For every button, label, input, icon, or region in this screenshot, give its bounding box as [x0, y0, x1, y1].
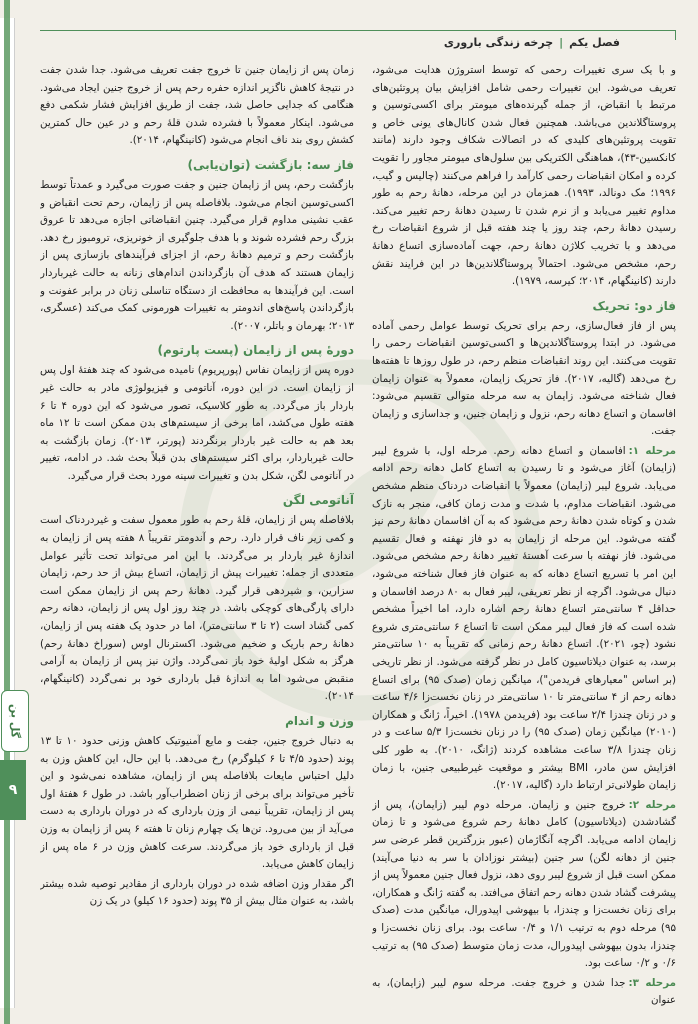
section-heading: دورهٔ پس از زایمان (پست پارتوم): [157, 343, 354, 358]
paragraph-text: خروج جنین و زایمان. مرحله دوم لیبر (زایمان)، پس از گشادشدن (دیلاتاسیون) کامل دهانهٔ رحم شروع می‌شود و تا زمان زایمان ادامه می‌یابد. اگرچه آنگاژمان (عبور بزرگترین قطر عرضی سر جنین از دهانه لگن) سر جنین (بیشتر نوزادان با سر به دنیا می‌آیند) ممکن است قبل از شروع لیبر روی دهد، نزول فعال جنین معمولاً پس از پیشرفت گشاد شدن دهانه رحم اتفاق می‌افتد. به گفته ژانگ و همکاران، برای زنان نخست‌زا و چندزا، با بیهوشی اپیدورال، میانگین مدت (صدک ۹۵) مرحله دوم به ترتیب ۱/۱ و ۰/۴ ساعت بود. برای زنان نخست‌زا و چندزا، بدون بیهوشی اپیدورال، مدت زمان متوسط (صدک ۹۵) به ترتیب ۰/۶ و ۰/۲ ساعت بود.: [372, 798, 676, 970]
header-separator: |: [559, 36, 564, 49]
publisher-logo-badge: [1, 690, 29, 752]
green-margin-bar: [4, 0, 10, 1024]
paragraph-text: و با یک سری تغییرات رحمی که توسط استروژن هدایت می‌شود، تعریف می‌شود. این تغییرات رحمی شامل افزایش بیان پروتئین‌های مرتبط با انقباض، از جمله گیرنده‌های میومتر برای اکسی‌توسین و پروستاگلاندین می‌باشد. همچنین فعال شدن کانال‌های یونی خاص و تقویت پروتئین‌های کلیدی که در اتصالات شکاف وجود دارند (مانند کانکسین-۴۳)، هماهنگی الکتریکی بین سلول‌های میومتر مجاور را تقویت کرده و امکان انقباضات رحمی کارآمد را فراهم می‌کنند (چالیس و گیب، ۱۹۹۶؛ مک دونالد، ۱۹۹۳). همزمان در این مرحله، دهانهٔ رحم به طور مداوم تغییر می‌یابد و از نرم شدن تا رسیدن دهانهٔ رحم تغییر می‌کند. رسیدن دهانهٔ رحم، چند روز یا چند هفته قبل از شروع انقباضات رخ می‌دهد و با تخریب کلاژن دهانهٔ رحم، جهت آماده‌سازی اتساع دهانهٔ رحم، مشخص می‌شود. احتمالاً پروستاگلاندین‌ها در این فرایند نقش دارند (کانینگهام، ۲۰۱۴؛ کیرسه، ۱۹۷۹).: [372, 64, 676, 288]
paragraph: [40, 876, 354, 911]
paragraph: [40, 733, 354, 874]
running-header: [444, 36, 620, 49]
left-text-column: [40, 62, 354, 1020]
logo-text: گل بن: [8, 703, 22, 739]
paragraph: [40, 177, 354, 335]
paragraph-text: بازگشت رحم، پس از زایمان جنین و جفت صورت می‌گیرد و عمدتاً توسط اکسی‌توسین انجام می‌شود. بلافاصله پس از زایمان، رحم تحت انقباض و عقب نشینی مداوم قرار می‌گیرد. چنین انقباضاتی اجازه می‌دهد تا عروق بزرگ رحم فشرده شوند و با هدف جلوگیری از خونریزی، ترومبوز رخ دهد. بازگشت رحم و ترمیم دهانهٔ رحم، از اجزای فرآیندهای بازسازی پس از زایمان هستند که هدف آن بازگرداندن اندام‌های زنانه به حالت غیرباردار است. این فرآیندها به محافظت از دستگاه تناسلی زنان در برابر عفونت و بازگرداندن پاسخ‌های اندومتر به تغییرات هورمونی کمک می‌کند (عسگری، ۲۰۱۳؛ بهرمان و باتلر، ۲۰۰۷).: [40, 178, 354, 332]
paragraph: [40, 512, 354, 706]
page-number: ۹: [0, 760, 26, 820]
paragraph-text: به دنبال خروج جنین، جفت و مایع آمنیوتیک کاهش وزنی حدود ۱۰ تا ۱۳ پوند (حدود ۴/۵ تا ۶ کیلوگرم) رخ می‌دهد. با این حال، این کاهش وزن به دلیل احتباس مایعات بلافاصله پس از زایمان، مشاهده نمی‌شود و این تأخیر می‌تواند برای برخی از زنان اضطراب‌آور باشد. در طول ۶ هفتهٔ اول پس از زایمان، تقریباً نیمی از وزن بارداری که در دوران بارداری به دست می‌آید از بین می‌رود. تن‌ها یک چهارم زنان تا هفته ۶ پس از زایمان به وزن قبل از بارداری خود باز می‌گردند. سرعت کاهش وزن در ۶ ماه پس از زایمان کاهش می‌یابد.: [40, 735, 354, 871]
stage-label: مرحله ۲:: [628, 798, 676, 811]
section-heading: وزن و اندام: [285, 714, 354, 728]
paragraph-text: دوره پس از زایمان نفاس (پورپریوم) نامیده می‌شود که چند هفتهٔ اول پس از زایمان است. در این دوره، آناتومی و فیزیولوژی مادر به حالت غیر باردار باز می‌گردد. به طور کلاسیک، تصور می‌شود که این دوره ۴ تا ۶ هفته طول می‌کشد، اما برخی از سیستم‌های بدن ممکن است تا ۱۲ ماه بعد هم به حالت غیر باردار برنگردند (پورتر، ۲۰۱۳). زمان بازگشت به حالت غیرباردار، برای اکثر سیستم‌های بدن قبلاً بحث شد. در ادامه، تغییر در آناتومی لگن، شکل بدن و تغییرات سینه مورد بحث قرار می‌گیرد.: [40, 364, 354, 482]
paragraph-text: بلافاصله پس از زایمان، قلهٔ رحم به طور معمول سفت و غیردردناک است و کمی زیر ناف قرار دارد. رحم و آندومتر تقریباً ۸ هفته پس از زایمان به اندازهٔ غیر باردار بر می‌گردند. با این امر می‌تواند تحت تأثیر عوامل متعددی از جمله: تغییرات پیش از زایمان، اتساع بیش از حد رحم، زایمان سزارین، و شیردهی قرار گیرد. دهانهٔ رحم پس از زایمان ممکن است دارای پارگی‌های کوچکی باشد. در چند روز اول پس از زایمان، دهانه رحم کمی گشاد است (۲ تا ۳ سانتی‌متر)، اما در حدود یک هفته پس از زایمان، دهانهٔ رحم باریک و ضخیم می‌شود. اکسترنال اوس (سوراخ دهانهٔ رحم) هرگز به شکل اولیهٔ خود باز نمی‌گردد. واژن نیز پس از زایمان به آرامی منقبض می‌شود اما به اندازهٔ قبل بارداری خود بر نمی‌گردد (کانینگهام، ۲۰۱۴).: [40, 514, 354, 703]
paragraph-text: افاسمان و اتساع دهانه رحم. مرحله اول، با شروع لیبر (زایمان) آغاز می‌شود و تا رسیدن به اتساع کامل دهانه رحم ادامه می‌یابد. شروع لیبر (زایمان) معمولاً با انقباضات دردناک منظم مشخص می‌شود. انقباضات مداوم، با شدت و مدت زمان کافی، منجر به نازک شدن و کوتاه شدن دهانهٔ رحم می‌شود که به آن افاسمان دهانهٔ رحم نیز گفته می‌شود. این مرحله از زایمان به دو فاز نهفته و فعال تقسیم می‌شود. فاز نهفته با سرعت آهستهٔ تغییر دهانهٔ رحم مشخص می‌شود. این امر با تسریع اتساع دهانه که به عنوان فاز فعال شناخته می‌شود، دنبال می‌شود. اگرچه از نظر تعریفی، لیبر فعال به ۸۰ درصد افاسمان و حداقل ۴ سانتی‌متر اتساع دهانهٔ رحم اشاره دارد، اما اخیراً مشخص شده است که فاز فعال لیبر ممکن است تا اتساع ۶ سانتی‌متری شروع نشود (چو، ۲۰۲۱). اتساع دهانهٔ رحم زمانی که تقریباً به ۱۰ سانتی‌متر برسد، به عنوان دیلاتاسیون کامل در نظر گرفته می‌شود. از نظر تاریخی (بر اساس "معیارهای فریدمن")، میانگین زمان (صدک ۹۵) برای اتساع دهانه رحم از ۴ سانتی‌متر تا ۱۰ سانتی‌متر در زنان نخست‌زا ۴/۶ ساعت و در زنان چندزا ۲/۴ ساعت بود (فریدمن ۱۹۷۸). اخیراً، ژانگ و همکاران (۲۰۱۰) میانگین زمان (صدک ۹۵) را در زنان نخست‌زا ۵/۳ ساعت و در زنان چندزا ۳/۸ ساعت مشاهده کردند (ژانگ، ۲۰۱۰). به طور کلی افزایش سن مادر، BMI بیشتر و موقعیت غیرطبیعی جنین، با زمان زایمان طولانی‌تر ارتباط دارد (گالیه، ۲۰۱۷).: [372, 444, 676, 792]
paragraph-text: اگر مقدار وزن اضافه شده در دوران بارداری از مقادیر توصیه شده بیشتر باشد، به عنوان مثال بیش از ۳۵ پوند (حدود ۱۶ کیلو) در یک زن: [40, 877, 354, 908]
section-heading: آناتومی لگن: [282, 493, 354, 508]
paragraph: [372, 975, 676, 1010]
paragraph: [372, 318, 676, 441]
right-text-column: [372, 62, 676, 1020]
paragraph-text: پس از فاز فعال‌سازی، رحم برای تحریک توسط عوامل رحمی آماده می‌شود. در ابتدا پروستاگلاندین‌ها و اکسی‌توسین انقباضات رحمی را تقویت می‌کنند. این روند انقباضات منظم رحم، در طول روزها تا هفته‌ها رخ می‌دهد (گالیه، ۲۰۱۷). فاز تحریک زایمان، معمولاً به عنوان زایمان فعال شناخته می‌شود. زایمان به سه مرحله متوالی تقسیم می‌شود: افاسمان و اتساع دهانه رحم، نزول و زایمان جنین، و جداسازی و زایمان جفت.: [372, 319, 676, 438]
paragraph: [372, 62, 676, 291]
paragraph: [372, 797, 676, 973]
paragraph: [372, 443, 676, 795]
section-heading: فاز سه: بازگشت (توان‌یابی): [187, 157, 354, 172]
section-heading: فاز دو: تحریک: [592, 298, 676, 313]
chapter-label: فصل یکم: [569, 36, 620, 49]
header-rule-tick: [675, 30, 677, 40]
subject-label: چرخه زندگی باروری: [443, 36, 554, 49]
header-rule: [40, 30, 676, 31]
paragraph: [40, 62, 354, 150]
paragraph: [40, 362, 354, 485]
paragraph-text: جدا شدن و خروج جفت. مرحله سوم لیبر (زایمان)، به عنوان: [372, 976, 676, 1007]
paragraph-text: زمان پس از زایمان جنین تا خروج جفت تعریف می‌شود. جدا شدن جفت در نتیجهٔ کاهش ناگزیر اندازه حفره رحم پس از خروج جنین ایجاد می‌شود. هنگامی که جدایی حاصل شد، جفت از طریق افزایش فشار شکمی دفع می‌شود. اینکار معمولاً با فشرده شدن قلهٔ رحم و در عین حال کمترین کشش روی بند ناف انجام می‌شود (کانینگهام، ۲۰۱۴).: [40, 64, 354, 147]
stage-label: مرحله ۱:: [628, 444, 676, 457]
stage-label: مرحله ۳:: [628, 976, 676, 989]
